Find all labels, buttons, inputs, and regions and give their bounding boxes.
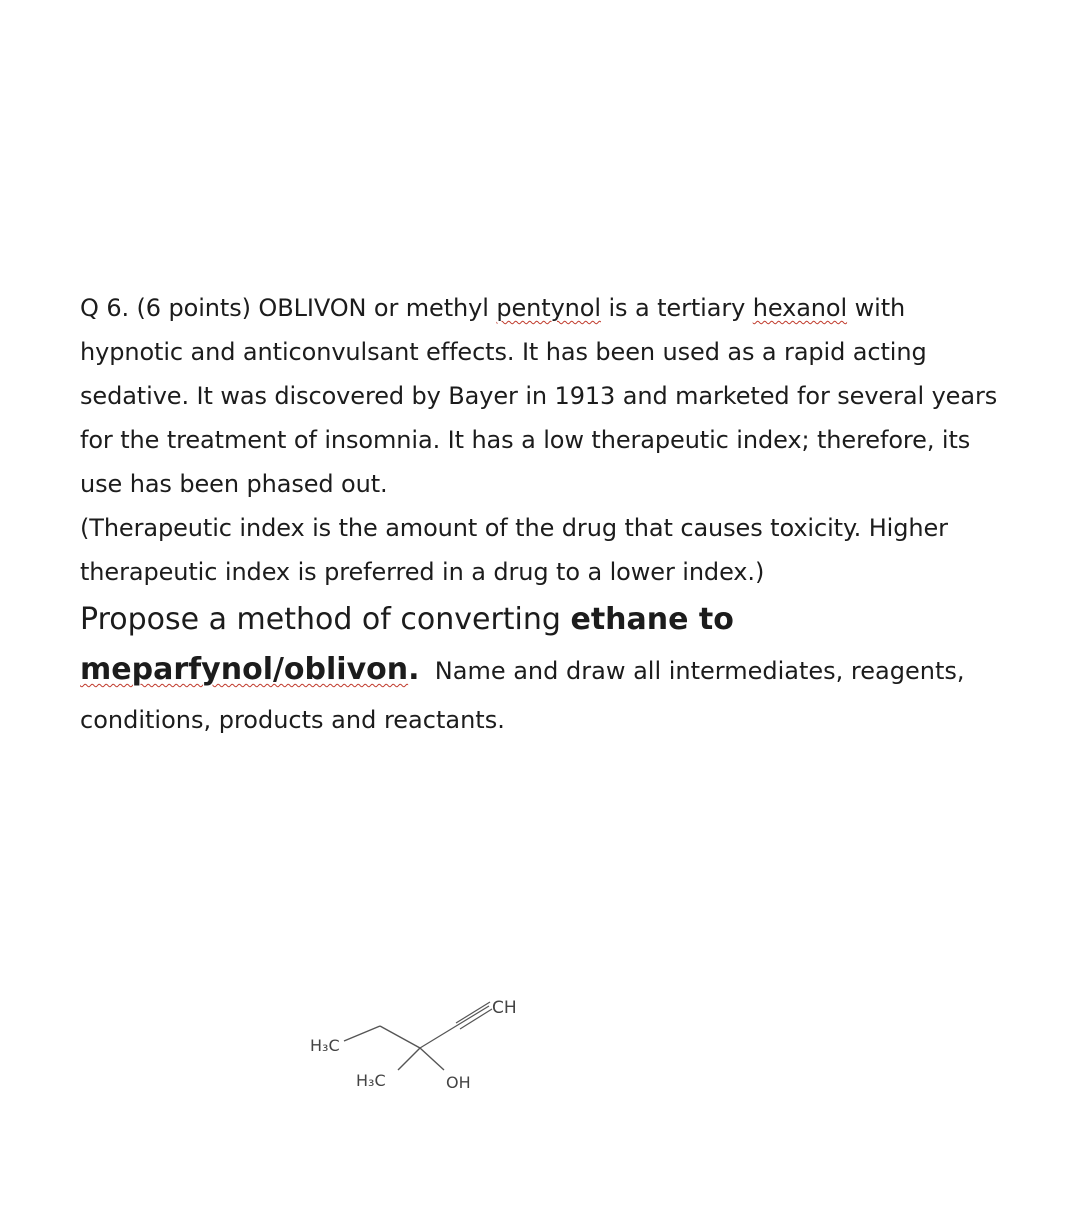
spellcheck-word-pentynol: pentynol [496,294,601,322]
question-body: with hypnotic and anticonvulsant effects. It has been used as a rapid acting sedative. It was discovered by Bayer in 1913 and marketed for several years for the treatment of insomnia. It has a low therapeutic index; therefore, its use has been phased out. [80,294,998,498]
question-text [80,286,1010,740]
therapeutic-index-note: (Therapeutic index is the amount of the drug that causes toxicity. Higher therapeutic index is preferred in a drug to a lower index.) [80,514,948,586]
bond-ch3-ch2 [344,1026,380,1041]
bond-ch2-c [380,1026,420,1048]
instruction-end: conditions, products and reactants. [80,706,505,734]
triple-bond-3 [460,1009,492,1029]
target-name: meparfynol/oblivon [80,652,409,687]
label-ch: CH [492,998,517,1018]
propose-prefix: Propose a method of converting [80,602,571,637]
target-period: . [408,652,420,687]
target-line [80,644,1010,700]
label-h3c-bottom: H₃C [356,1071,386,1090]
question-paragraph [80,286,1010,506]
label-oh: OH [446,1073,471,1092]
question-intro: Q 6. (6 points) OBLIVON or methyl [80,294,497,322]
spellcheck-word-hexanol: hexanol [752,294,848,322]
instruction: Name and draw all intermediates, reagents, [419,657,965,685]
meparfynol-structure [300,985,540,1100]
bond-c-ch3 [398,1048,420,1070]
triple-bond-2 [456,1002,490,1023]
label-h3c-top: H₃C [310,1036,340,1055]
triple-bond-1 [420,1006,489,1048]
propose-line [80,596,1010,644]
bond-c-oh [420,1048,444,1070]
propose-bold: ethane to [570,602,734,637]
question-intro-cont: is a tertiary [600,294,753,322]
